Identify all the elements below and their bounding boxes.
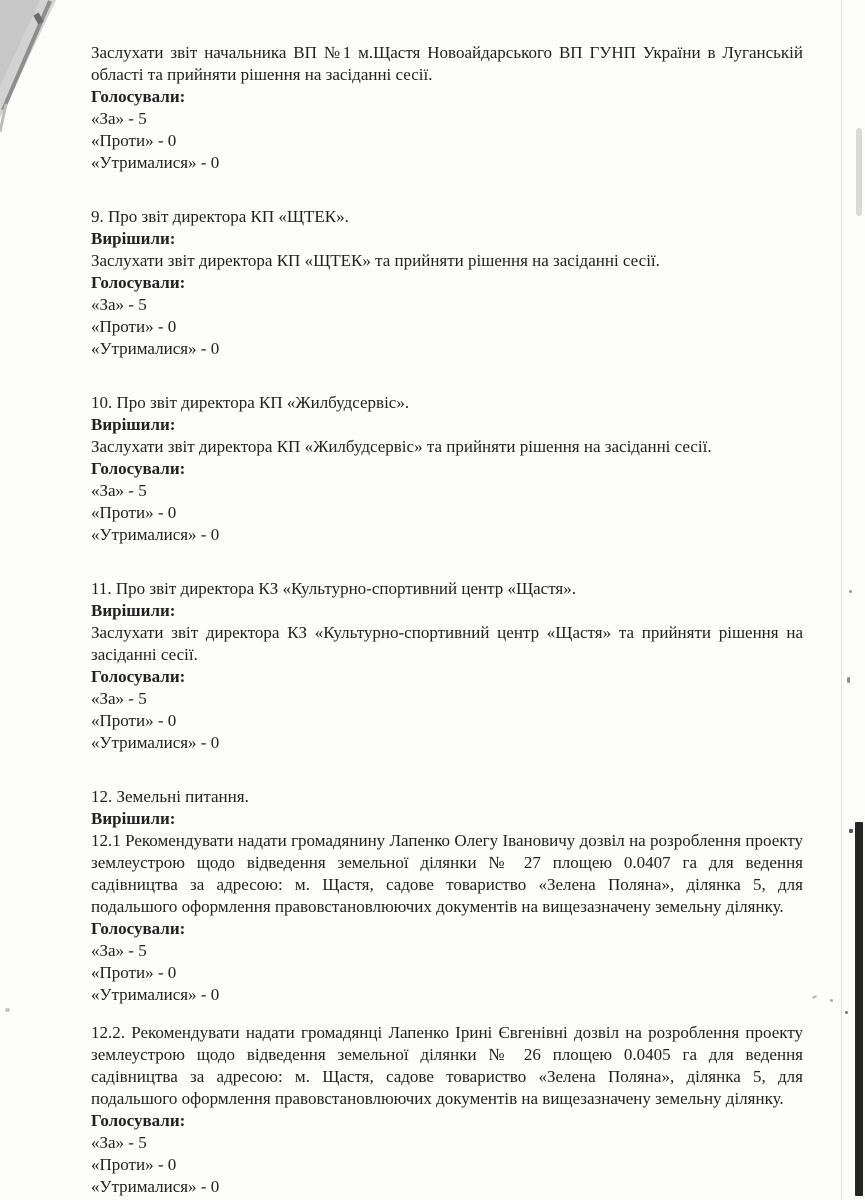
agenda-item-11 bbox=[91, 578, 803, 754]
vote-line-za: «За» - 5 bbox=[91, 295, 147, 314]
scan-edge-shadow-bar bbox=[855, 822, 863, 1196]
vote-header: Голосували: bbox=[91, 919, 186, 938]
vote-line-utrymalysia: «Утрималися» - 0 bbox=[91, 525, 220, 544]
decided-label: Вирішили: bbox=[91, 415, 176, 434]
agenda-item-title: 10. Про звіт директора КП «Жилбудсервіс». bbox=[91, 393, 410, 412]
vote-line-proty: «Проти» - 0 bbox=[91, 131, 177, 150]
vote-header: Голосували: bbox=[91, 459, 186, 478]
scan-speck bbox=[845, 1011, 848, 1014]
decided-label: Вирішили: bbox=[91, 229, 176, 248]
document-content bbox=[91, 42, 803, 1198]
vote-line-proty: «Проти» - 0 bbox=[91, 317, 177, 336]
vote-line-proty: «Проти» - 0 bbox=[91, 1155, 177, 1174]
scan-speck bbox=[847, 677, 850, 683]
land-subitem-12-2 bbox=[91, 1022, 803, 1198]
vote-line-utrymalysia: «Утрималися» - 0 bbox=[91, 1177, 220, 1196]
vote-line-proty: «Проти» - 0 bbox=[91, 503, 177, 522]
vote-header: Голосували: bbox=[91, 667, 186, 686]
scan-speck bbox=[849, 590, 852, 593]
scan-speck bbox=[812, 995, 817, 999]
scan-speck bbox=[830, 999, 833, 1002]
scan-speck bbox=[849, 829, 853, 833]
agenda-item-9 bbox=[91, 206, 803, 360]
agenda-item-title: 9. Про звіт директора КП «ЩТЕК». bbox=[91, 207, 349, 226]
vote-line-utrymalysia: «Утрималися» - 0 bbox=[91, 339, 220, 358]
vote-header: Голосували: bbox=[91, 87, 186, 106]
vote-line-za: «За» - 5 bbox=[91, 481, 147, 500]
resolution-text: 12.1 Рекомендувати надати громадянину Лапенко Олегу Івановичу дозвіл на розроблення проекту землеустрою щодо відведення земельної ділянки № 27 площею 0.0407 га для ведення садівництва за адресою: м. Щастя, садове товариство «Зелена Поляна», ділянка 5, для подальшого оформлення правовстановлюючих документів на вищезазначену земельну ділянку. bbox=[91, 831, 803, 916]
vote-line-proty: «Проти» - 0 bbox=[91, 711, 177, 730]
vote-line-utrymalysia: «Утрималися» - 0 bbox=[91, 153, 220, 172]
agenda-item-12 bbox=[91, 786, 803, 1198]
vote-header: Голосували: bbox=[91, 1111, 186, 1130]
agenda-item-title: 11. Про звіт директора КЗ «Культурно-спортивний центр «Щастя». bbox=[91, 579, 576, 598]
land-subitem-12-1 bbox=[91, 830, 803, 1006]
agenda-item-title: 12. Земельні питання. bbox=[91, 787, 249, 806]
resolution-text: Заслухати звіт директора КЗ «Культурно-спортивний центр «Щастя» та прийняти рішення на засіданні сесії. bbox=[91, 623, 803, 664]
vote-header: Голосували: bbox=[91, 273, 186, 292]
resolution-block-intro bbox=[91, 42, 803, 174]
scan-edge-line bbox=[841, 0, 842, 1200]
vote-line-proty: «Проти» - 0 bbox=[91, 963, 177, 982]
resolution-text: 12.2. Рекомендувати надати громадянці Лапенко Ірині Євгенівні дозвіл на розроблення проекту землеустрою щодо відведення земельної ділянки № 26 площею 0.0405 га для ведення садівництва за адресою: м. Щастя, садове товариство «Зелена Поляна», ділянка 5, для подальшого оформлення правовстановлюючих документів на вищезазначену земельну ділянку. bbox=[91, 1023, 803, 1108]
scan-edge-smudge bbox=[856, 128, 862, 216]
vote-line-za: «За» - 5 bbox=[91, 689, 147, 708]
resolution-text: Заслухати звіт начальника ВП №1 м.Щастя Новоайдарського ВП ГУНП України в Луганській області та прийняти рішення на засіданні сесії. bbox=[91, 43, 803, 84]
vote-line-za: «За» - 5 bbox=[91, 941, 147, 960]
vote-line-za: «За» - 5 bbox=[91, 109, 147, 128]
resolution-text: Заслухати звіт директора КП «ЩТЕК» та прийняти рішення на засіданні сесії. bbox=[91, 251, 660, 270]
agenda-item-10 bbox=[91, 392, 803, 546]
vote-line-utrymalysia: «Утрималися» - 0 bbox=[91, 985, 220, 1004]
vote-line-za: «За» - 5 bbox=[91, 1133, 147, 1152]
decided-label: Вирішили: bbox=[91, 601, 176, 620]
scan-speck bbox=[5, 1008, 10, 1012]
resolution-text: Заслухати звіт директора КП «Жилбудсервіс» та прийняти рішення на засіданні сесії. bbox=[91, 437, 712, 456]
vote-line-utrymalysia: «Утрималися» - 0 bbox=[91, 733, 220, 752]
decided-label: Вирішили: bbox=[91, 809, 176, 828]
